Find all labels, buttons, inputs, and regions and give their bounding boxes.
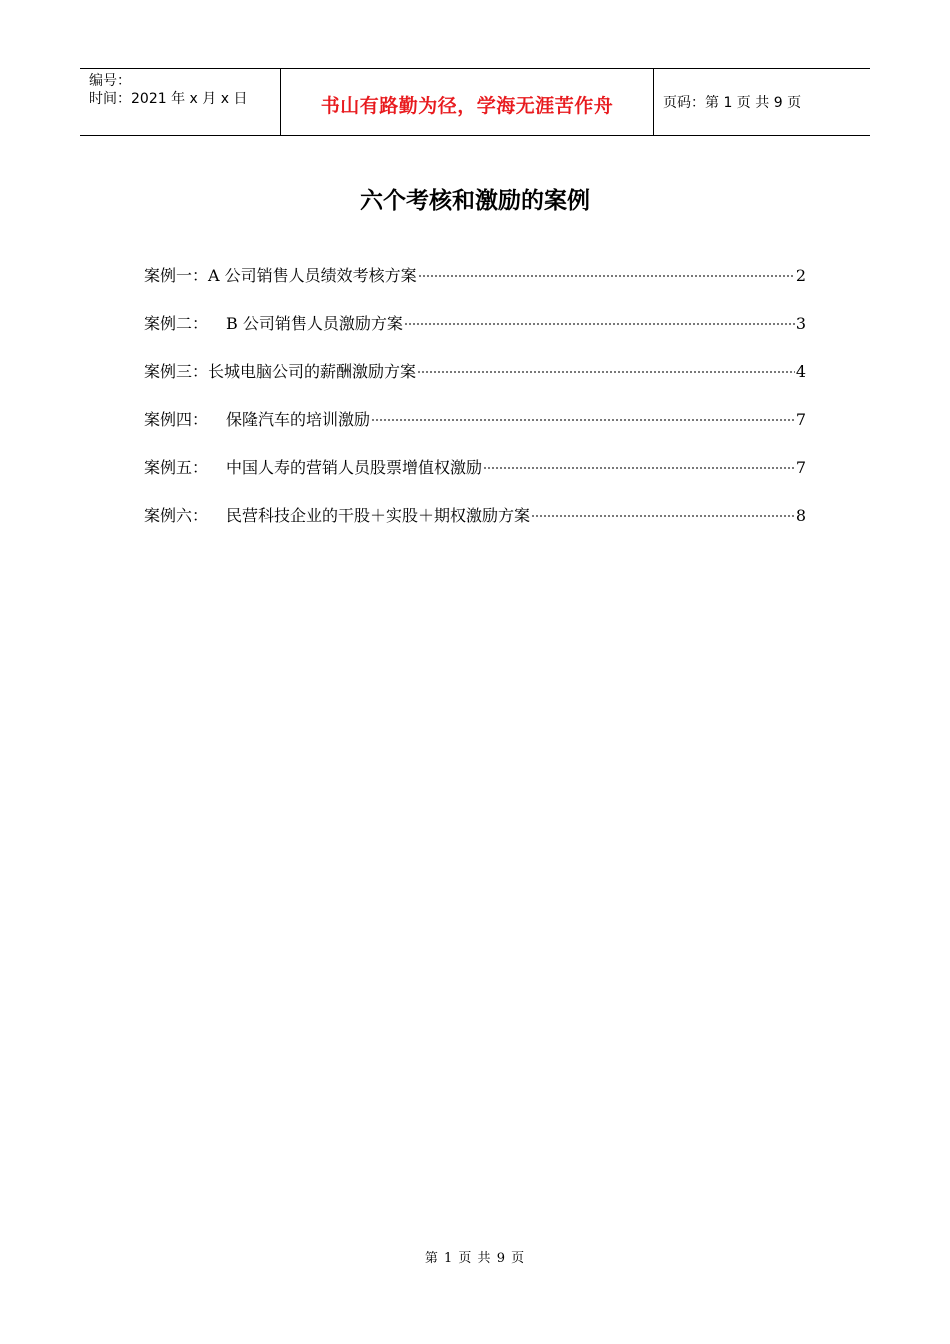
header-page-cell: [654, 69, 870, 135]
toc-entry-text: 长城电脑公司的薪酬激励方案: [208, 362, 417, 381]
toc-entry-5[interactable]: [144, 457, 806, 505]
toc-dot-leader: [531, 514, 795, 518]
toc-entry-3[interactable]: [144, 361, 806, 409]
toc-dot-leader: [418, 274, 795, 278]
toc-entry-4[interactable]: [144, 409, 806, 457]
toc-entry-text: A 公司销售人员绩效考核方案: [208, 266, 417, 285]
toc-dot-leader: [404, 322, 795, 326]
header-meta-cell: [80, 69, 281, 135]
page-header: [80, 68, 870, 136]
header-motto: 书山有路勤为径，学海无涯苦作舟: [320, 94, 614, 117]
toc-dot-leader: [417, 370, 795, 374]
toc-dot-leader: [483, 466, 795, 470]
toc-entry-2[interactable]: [144, 313, 806, 361]
toc-entry-page: 8: [795, 506, 806, 525]
toc-entry-page: 7: [795, 458, 806, 477]
toc-entry-6[interactable]: [144, 505, 806, 553]
header-page-number: 页码：第 1 页 共 9 页: [663, 95, 802, 111]
toc-entry-text: 保隆汽车的培训激励: [226, 410, 371, 429]
toc-entry-page: 4: [795, 362, 806, 381]
toc-entry-1[interactable]: [144, 265, 806, 313]
toc-entry-page: 7: [795, 410, 806, 429]
toc-entry-label: 案例二：: [144, 314, 209, 333]
toc-entry-label: 案例一：: [144, 266, 209, 285]
document-title: 六个考核和激励的案例: [360, 188, 590, 214]
toc-entry-label: 案例五：: [144, 458, 209, 477]
document-date-label: 时间：2021 年 x 月 x 日: [89, 91, 248, 107]
header-motto-cell: [281, 69, 654, 135]
table-of-contents: [144, 265, 806, 553]
toc-entry-page: 3: [795, 314, 806, 333]
document-number-label: 编号：: [89, 73, 131, 89]
toc-entry-label: 案例六：: [144, 506, 209, 525]
toc-dot-leader: [371, 418, 795, 422]
page-footer: 第 1 页 共 9 页: [424, 1251, 526, 1266]
toc-entry-text: 中国人寿的营销人员股票增值权激励: [226, 458, 483, 477]
toc-entry-label: 案例四：: [144, 410, 209, 429]
toc-entry-text: B 公司销售人员激励方案: [226, 314, 403, 333]
toc-entry-page: 2: [795, 266, 806, 285]
toc-entry-text: 民营科技企业的干股＋实股＋期权激励方案: [226, 506, 531, 525]
toc-entry-label: 案例三：: [144, 362, 209, 381]
